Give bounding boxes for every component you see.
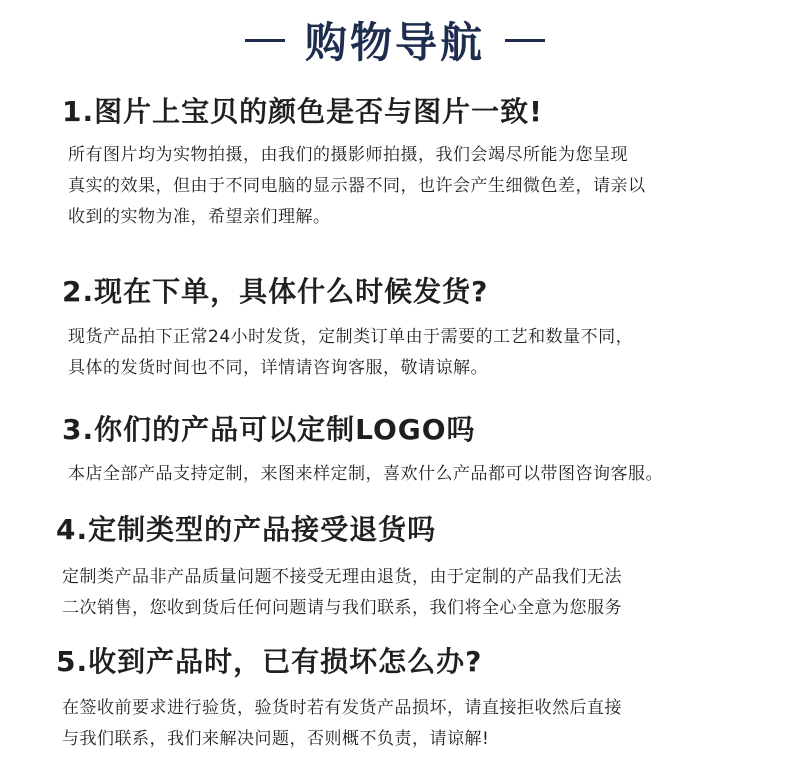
faq-question-3: 3.你们的产品可以定制LOGO吗	[62, 413, 476, 446]
faq-answer-4-line-1: 定制类产品非产品质量问题不接受无理由退货，由于定制的产品我们无法	[62, 567, 622, 587]
page-title: 购物导航	[304, 18, 485, 67]
faq-question-5: 5.收到产品时，已有损坏怎么办?	[56, 645, 483, 678]
faq-answer-3-line-1: 本店全部产品支持定制，来图来样定制，喜欢什么产品都可以带图咨询客服。	[68, 464, 663, 484]
faq-answer-2-line-2: 具体的发货时间也不同，详情请咨询客服，敬请谅解。	[68, 358, 488, 378]
faq-answer-1-line-1: 所有图片均为实物拍摄，由我们的摄影师拍摄，我们会竭尽所能为您呈现	[68, 145, 628, 165]
faq-answer-2-line-1: 现货产品拍下正常24小时发货，定制类订单由于需要的工艺和数量不同，	[68, 327, 634, 347]
faq-answer-4-line-2: 二次销售，您收到货后任何问题请与我们联系，我们将全心全意为您服务	[62, 598, 622, 618]
faq-item-2	[62, 276, 790, 384]
faq-question-1: 1.图片上宝贝的颜色是否与图片一致!	[62, 95, 543, 128]
faq-answer-5-line-1: 在签收前要求进行验货，验货时若有发货产品损坏，请直接拒收然后直接	[62, 698, 622, 718]
faq-answer-1-line-2: 真实的效果，但由于不同电脑的显示器不同，也许会产生细微色差，请亲以	[68, 176, 646, 196]
header-right-dash	[505, 39, 545, 42]
header-left-dash	[245, 39, 285, 42]
faq-item-5	[56, 646, 790, 755]
faq-answer-5-line-2: 与我们联系，我们来解决问题，否则概不负责，请谅解!	[62, 729, 490, 749]
faq-question-2: 2.现在下单，具体什么时候发货?	[62, 275, 489, 308]
faq-item-3	[62, 414, 790, 490]
page-header	[0, 8, 790, 72]
faq-question-4: 4.定制类型的产品接受退货吗	[56, 513, 437, 546]
faq-item-4	[56, 514, 790, 624]
faq-answer-1-line-3: 收到的实物为准，希望亲们理解。	[68, 207, 331, 227]
faq-item-1	[62, 96, 790, 233]
